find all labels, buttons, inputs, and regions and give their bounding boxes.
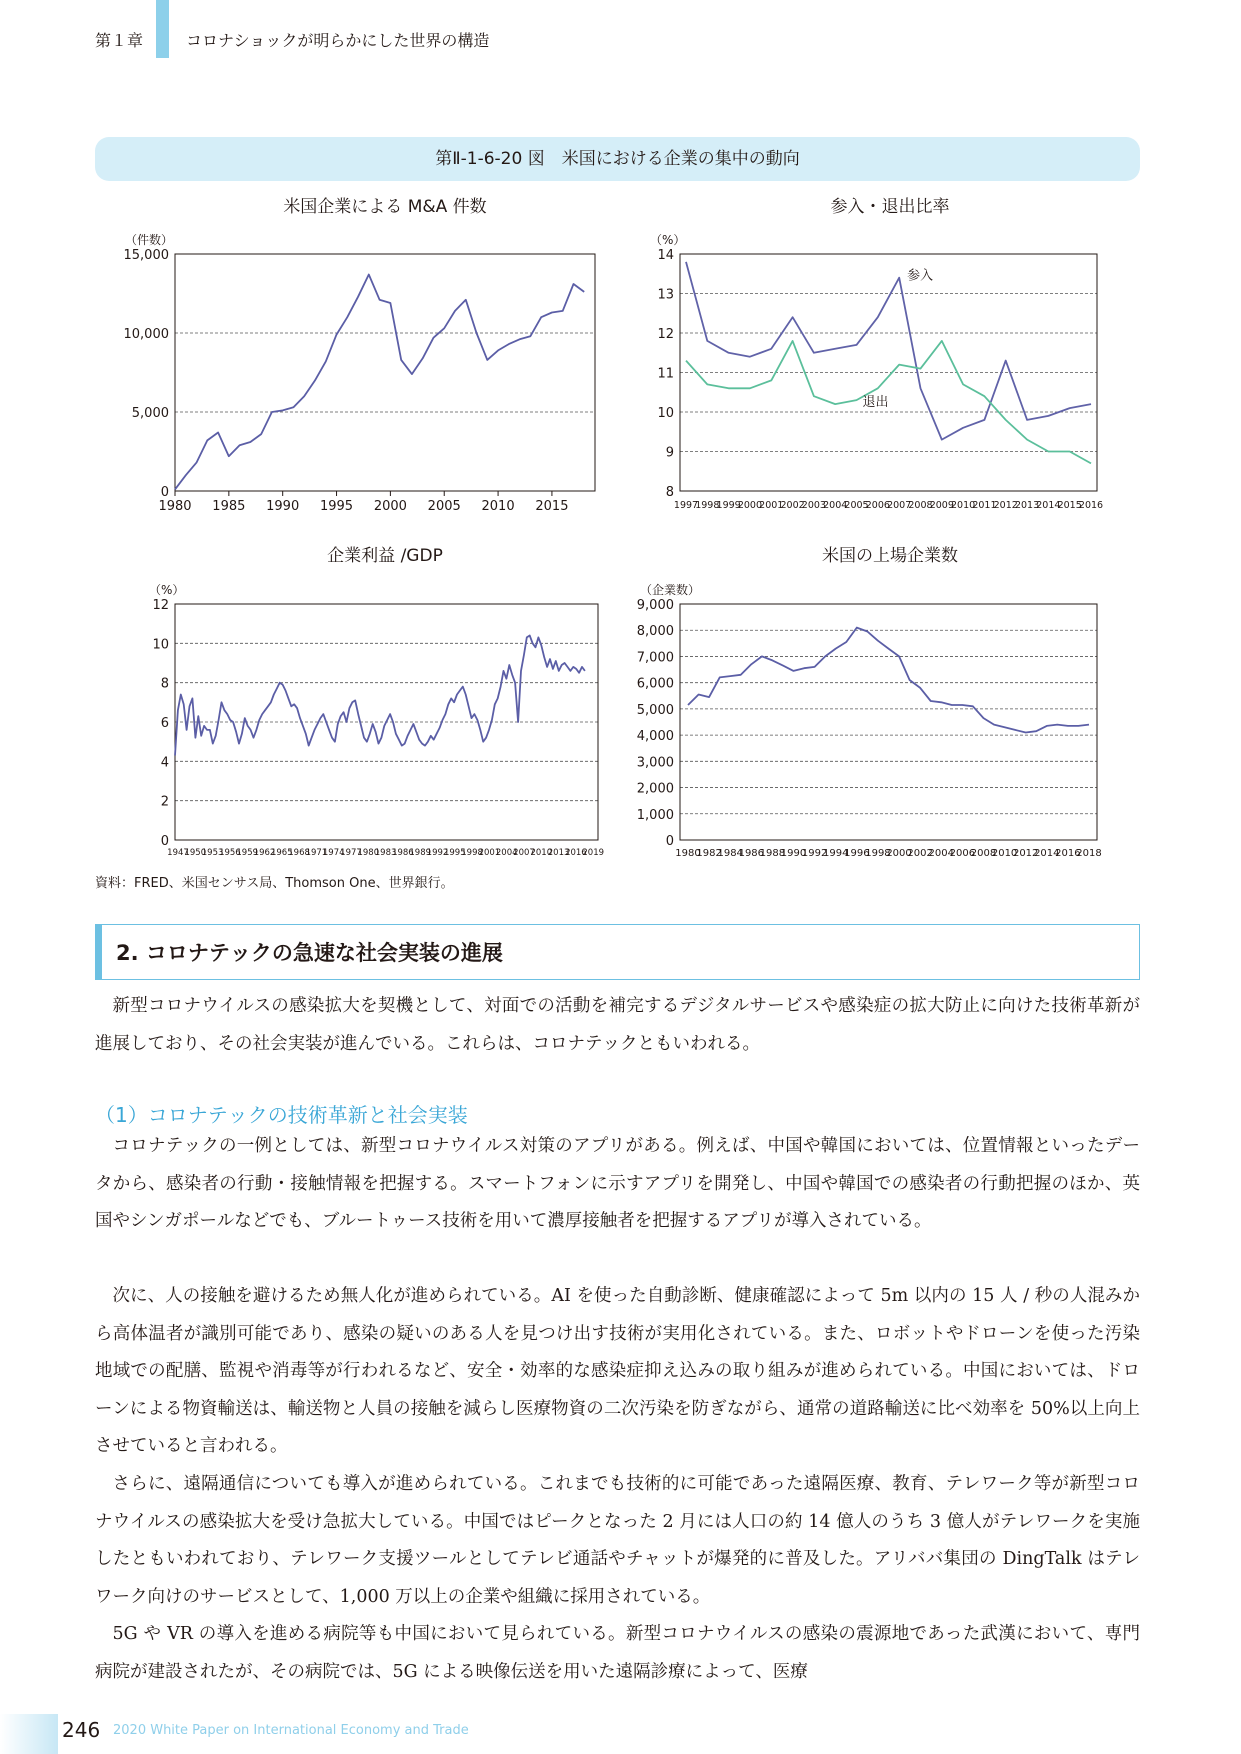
footer-accent xyxy=(0,1714,58,1754)
y-tick-label: 4,000 xyxy=(636,729,674,745)
x-tick-label: 2004 xyxy=(928,848,954,859)
y-tick-label: 10 xyxy=(152,637,169,653)
y-tick-label: 10,000 xyxy=(123,327,169,342)
chart-title-entry-exit: 参入・退出比率 xyxy=(830,197,950,217)
y-tick-label: 8,000 xyxy=(636,624,674,640)
x-tick-label: 1988 xyxy=(759,848,786,859)
y-tick-label: 12 xyxy=(152,598,169,613)
x-tick-label: 1994 xyxy=(823,848,849,859)
x-tick-label: 1986 xyxy=(738,848,765,859)
y-tick-label: 6,000 xyxy=(636,676,674,692)
x-tick-label: 2014 xyxy=(1036,500,1061,511)
subsection-title: （1）コロナテックの技術革新と社会実装 xyxy=(95,1103,468,1127)
x-tick-label: 2018 xyxy=(1076,848,1102,859)
x-tick-label: 1998 xyxy=(865,848,891,859)
x-tick-label: 1992 xyxy=(426,848,449,858)
x-tick-label: 2004 xyxy=(495,848,518,858)
x-tick-label: 1985 xyxy=(212,499,246,514)
y-axis-title: （%） xyxy=(650,233,686,247)
x-tick-label: 1990 xyxy=(266,499,300,514)
x-tick-label: 2011 xyxy=(972,500,997,511)
profit-gdp-line xyxy=(175,636,585,756)
x-tick-label: 1947 xyxy=(167,848,189,858)
x-tick-label: 1977 xyxy=(340,848,362,858)
x-tick-label: 2015 xyxy=(1057,500,1082,511)
y-tick-label: 4 xyxy=(160,755,169,771)
x-tick-label: 1984 xyxy=(717,848,743,859)
y-tick-label: 13 xyxy=(657,287,674,303)
x-tick-label: 2010 xyxy=(991,848,1018,859)
ma-count-line xyxy=(175,275,584,490)
page-number: 246 xyxy=(62,1718,101,1742)
y-tick-label: 6 xyxy=(160,716,169,731)
y-tick-label: 9,000 xyxy=(636,598,674,613)
series-label-entry: 参入 xyxy=(907,268,934,284)
x-tick-label: 1953 xyxy=(201,848,224,858)
x-tick-label: 2019 xyxy=(582,848,605,858)
x-tick-label: 2016 xyxy=(565,848,587,858)
section-heading-box xyxy=(95,924,1140,980)
body-paragraph-2: 次に、人の接触を避けるため無人化が進められている。AI を使った自動診断、健康確認によって 5m 以内の 15 人 / 秒の人混みから高体温者が識別可能であり、感染の疑いのある人を見つけ出す技術が実用化されている。また、ロボットやドローンを使った汚染地域での配膳、監視や消毒等が行われるなど、安全・効率的な感染症抑え込みの取り組みが進められている。中国においては、ドローンによる物資輸送は、輸送物と人員の接触を減らし医療物資の二次汚染を防ぎながら、通常の道路輸送に比べ効率を 50%以上向上させていると言われる。 xyxy=(95,1286,1140,1456)
y-tick-label: 0 xyxy=(160,485,169,500)
x-tick-label: 2016 xyxy=(1055,848,1081,859)
y-tick-label: 0 xyxy=(665,834,674,849)
x-tick-label: 2016 xyxy=(1078,500,1104,511)
x-tick-label: 2000 xyxy=(373,499,407,514)
x-tick-label: 2004 xyxy=(823,500,848,511)
plot-frame xyxy=(680,604,1097,840)
x-tick-label: 2010 xyxy=(530,848,553,858)
x-tick-label: 2006 xyxy=(949,848,976,859)
figure-source: 資料：FRED、米国センサス局、Thomson One、世界銀行。 xyxy=(95,876,454,891)
chapter-title: コロナショックが明らかにした世界の構造 xyxy=(186,31,490,50)
intro-paragraph: 新型コロナウイルスの感染拡大を契機として、対面での活動を補完するデジタルサービスや感染症の拡大防止に向けた技術革新が進展しており、その社会実装が進んでいる。これらは、コロナテックともいわれる。 xyxy=(95,996,1140,1054)
y-tick-label: 2,000 xyxy=(636,781,674,797)
x-tick-label: 1990 xyxy=(780,848,807,859)
y-tick-label: 8 xyxy=(665,485,674,500)
x-tick-label: 1959 xyxy=(236,848,259,858)
y-tick-label: 11 xyxy=(657,366,674,382)
x-tick-label: 1956 xyxy=(219,848,241,858)
x-tick-label: 2014 xyxy=(1034,848,1060,859)
x-tick-label: 1974 xyxy=(322,848,345,858)
section-title: 2. コロナテックの急速な社会実装の進展 xyxy=(116,941,503,965)
x-tick-label: 1997 xyxy=(673,500,699,511)
x-tick-label: 1986 xyxy=(392,848,414,858)
x-tick-label: 1999 xyxy=(716,500,741,511)
x-tick-label: 1996 xyxy=(844,848,870,859)
x-tick-label: 2003 xyxy=(801,500,826,511)
x-tick-label: 2013 xyxy=(547,848,570,858)
x-tick-label: 2015 xyxy=(535,499,569,514)
x-tick-label: 2010 xyxy=(481,499,515,514)
body-paragraph-3: さらに、遠隔通信についても導入が進められている。これまでも技術的に可能であった遠隔医療、教育、テレワーク等が新型コロナウイルスの感染拡大を受け急拡大している。中国ではピークとなった 2 月には人口の約 14 億人のうち 3 億人がテレワークを実施したともいわれており、テレワーク支援ツールとしてテレビ通話やチャットが爆発的に普及した。アリババ集団の DingTalk はテレワーク向けのサービスとして、1,000 万以上の企業や組織に採用されている。 xyxy=(95,1474,1140,1607)
chart-title-listed-firms: 米国の上場企業数 xyxy=(822,546,958,566)
chapter-number: 第１章 xyxy=(95,31,144,50)
chart-title-profit-gdp: 企業利益 /GDP xyxy=(327,546,443,566)
y-tick-label: 10 xyxy=(657,406,674,421)
body-paragraph-1: コロナテックの一例としては、新型コロナウイルス対策のアプリがある。例えば、中国や韓国においては、位置情報といったデータから、感染者の行動・接触情報を把握する。スマートフォンに示すアプリを開発し、中国や韓国での感染者の行動把握のほか、英国やシンガポールなどでも、ブルートゥース技術を用いて濃厚接触者を把握するアプリが導入されている。 xyxy=(95,1136,1140,1231)
y-tick-label: 0 xyxy=(160,834,169,849)
y-tick-label: 5,000 xyxy=(131,406,169,421)
y-tick-label: 12 xyxy=(657,327,674,342)
x-tick-label: 1982 xyxy=(696,848,722,859)
y-tick-label: 2 xyxy=(160,794,169,810)
x-tick-label: 2007 xyxy=(887,500,912,511)
x-tick-label: 2013 xyxy=(1014,500,1040,511)
x-tick-label: 1965 xyxy=(270,848,293,858)
x-tick-label: 2012 xyxy=(993,500,1018,511)
x-tick-label: 1995 xyxy=(443,848,466,858)
x-tick-label: 2005 xyxy=(427,499,461,514)
x-tick-label: 2010 xyxy=(951,500,976,511)
x-tick-label: 2000 xyxy=(886,848,912,859)
plot-frame xyxy=(175,254,595,491)
x-tick-label: 2006 xyxy=(865,500,890,511)
x-tick-label: 1998 xyxy=(461,848,483,858)
x-tick-label: 2012 xyxy=(1012,848,1039,859)
chart-title-ma: 米国企業による M&A 件数 xyxy=(283,197,487,217)
x-tick-label: 2008 xyxy=(970,848,997,859)
footer-publication: 2020 White Paper on International Economy and Trade xyxy=(113,1723,469,1738)
x-tick-label: 1995 xyxy=(319,499,354,514)
y-axis-title: （件数） xyxy=(125,233,174,247)
x-tick-label: 1992 xyxy=(801,848,828,859)
y-tick-label: 14 xyxy=(657,248,674,263)
x-tick-label: 2002 xyxy=(780,500,805,511)
x-tick-label: 1983 xyxy=(374,848,397,858)
x-tick-label: 2009 xyxy=(929,500,954,511)
x-tick-label: 1950 xyxy=(184,848,207,858)
x-tick-label: 1962 xyxy=(253,848,276,858)
y-tick-label: 15,000 xyxy=(123,248,169,263)
x-tick-label: 2000 xyxy=(737,500,763,511)
x-tick-label: 1971 xyxy=(305,848,328,858)
x-tick-label: 2008 xyxy=(908,500,933,511)
y-tick-label: 5,000 xyxy=(636,702,674,718)
x-tick-label: 2001 xyxy=(759,500,784,511)
y-tick-label: 3,000 xyxy=(636,755,674,771)
y-tick-label: 1,000 xyxy=(636,807,674,823)
x-tick-label: 1998 xyxy=(695,500,720,511)
x-tick-label: 2002 xyxy=(907,848,933,859)
x-tick-label: 1980 xyxy=(675,848,701,859)
x-tick-label: 1980 xyxy=(158,499,192,514)
y-tick-label: 7,000 xyxy=(636,650,674,666)
x-tick-label: 1989 xyxy=(409,848,432,858)
y-tick-label: 8 xyxy=(160,676,169,692)
body-paragraph-4: 5G や VR の導入を進める病院等も中国において見られている。新型コロナウイルスの感染の震源地であった武漢において、専門病院が建設されたが、その病院では、5G による映像伝送を用いた遠隔診療によって、医療 xyxy=(95,1624,1140,1682)
listed-firms-line xyxy=(688,628,1089,733)
entry-rate-line xyxy=(686,262,1091,440)
x-tick-label: 2007 xyxy=(513,848,535,858)
x-tick-label: 2005 xyxy=(844,500,869,511)
y-axis-title: （企業数） xyxy=(640,583,701,597)
x-tick-label: 1968 xyxy=(288,848,310,858)
y-axis-title: （%） xyxy=(149,583,185,597)
series-label-exit: 退出 xyxy=(862,395,889,411)
figure-title: 第Ⅱ-1-6-20 図 米国における企業の集中の動向 xyxy=(95,137,1140,181)
y-tick-label: 9 xyxy=(665,445,674,461)
x-tick-label: 2001 xyxy=(478,848,501,858)
x-tick-label: 1980 xyxy=(357,848,380,858)
